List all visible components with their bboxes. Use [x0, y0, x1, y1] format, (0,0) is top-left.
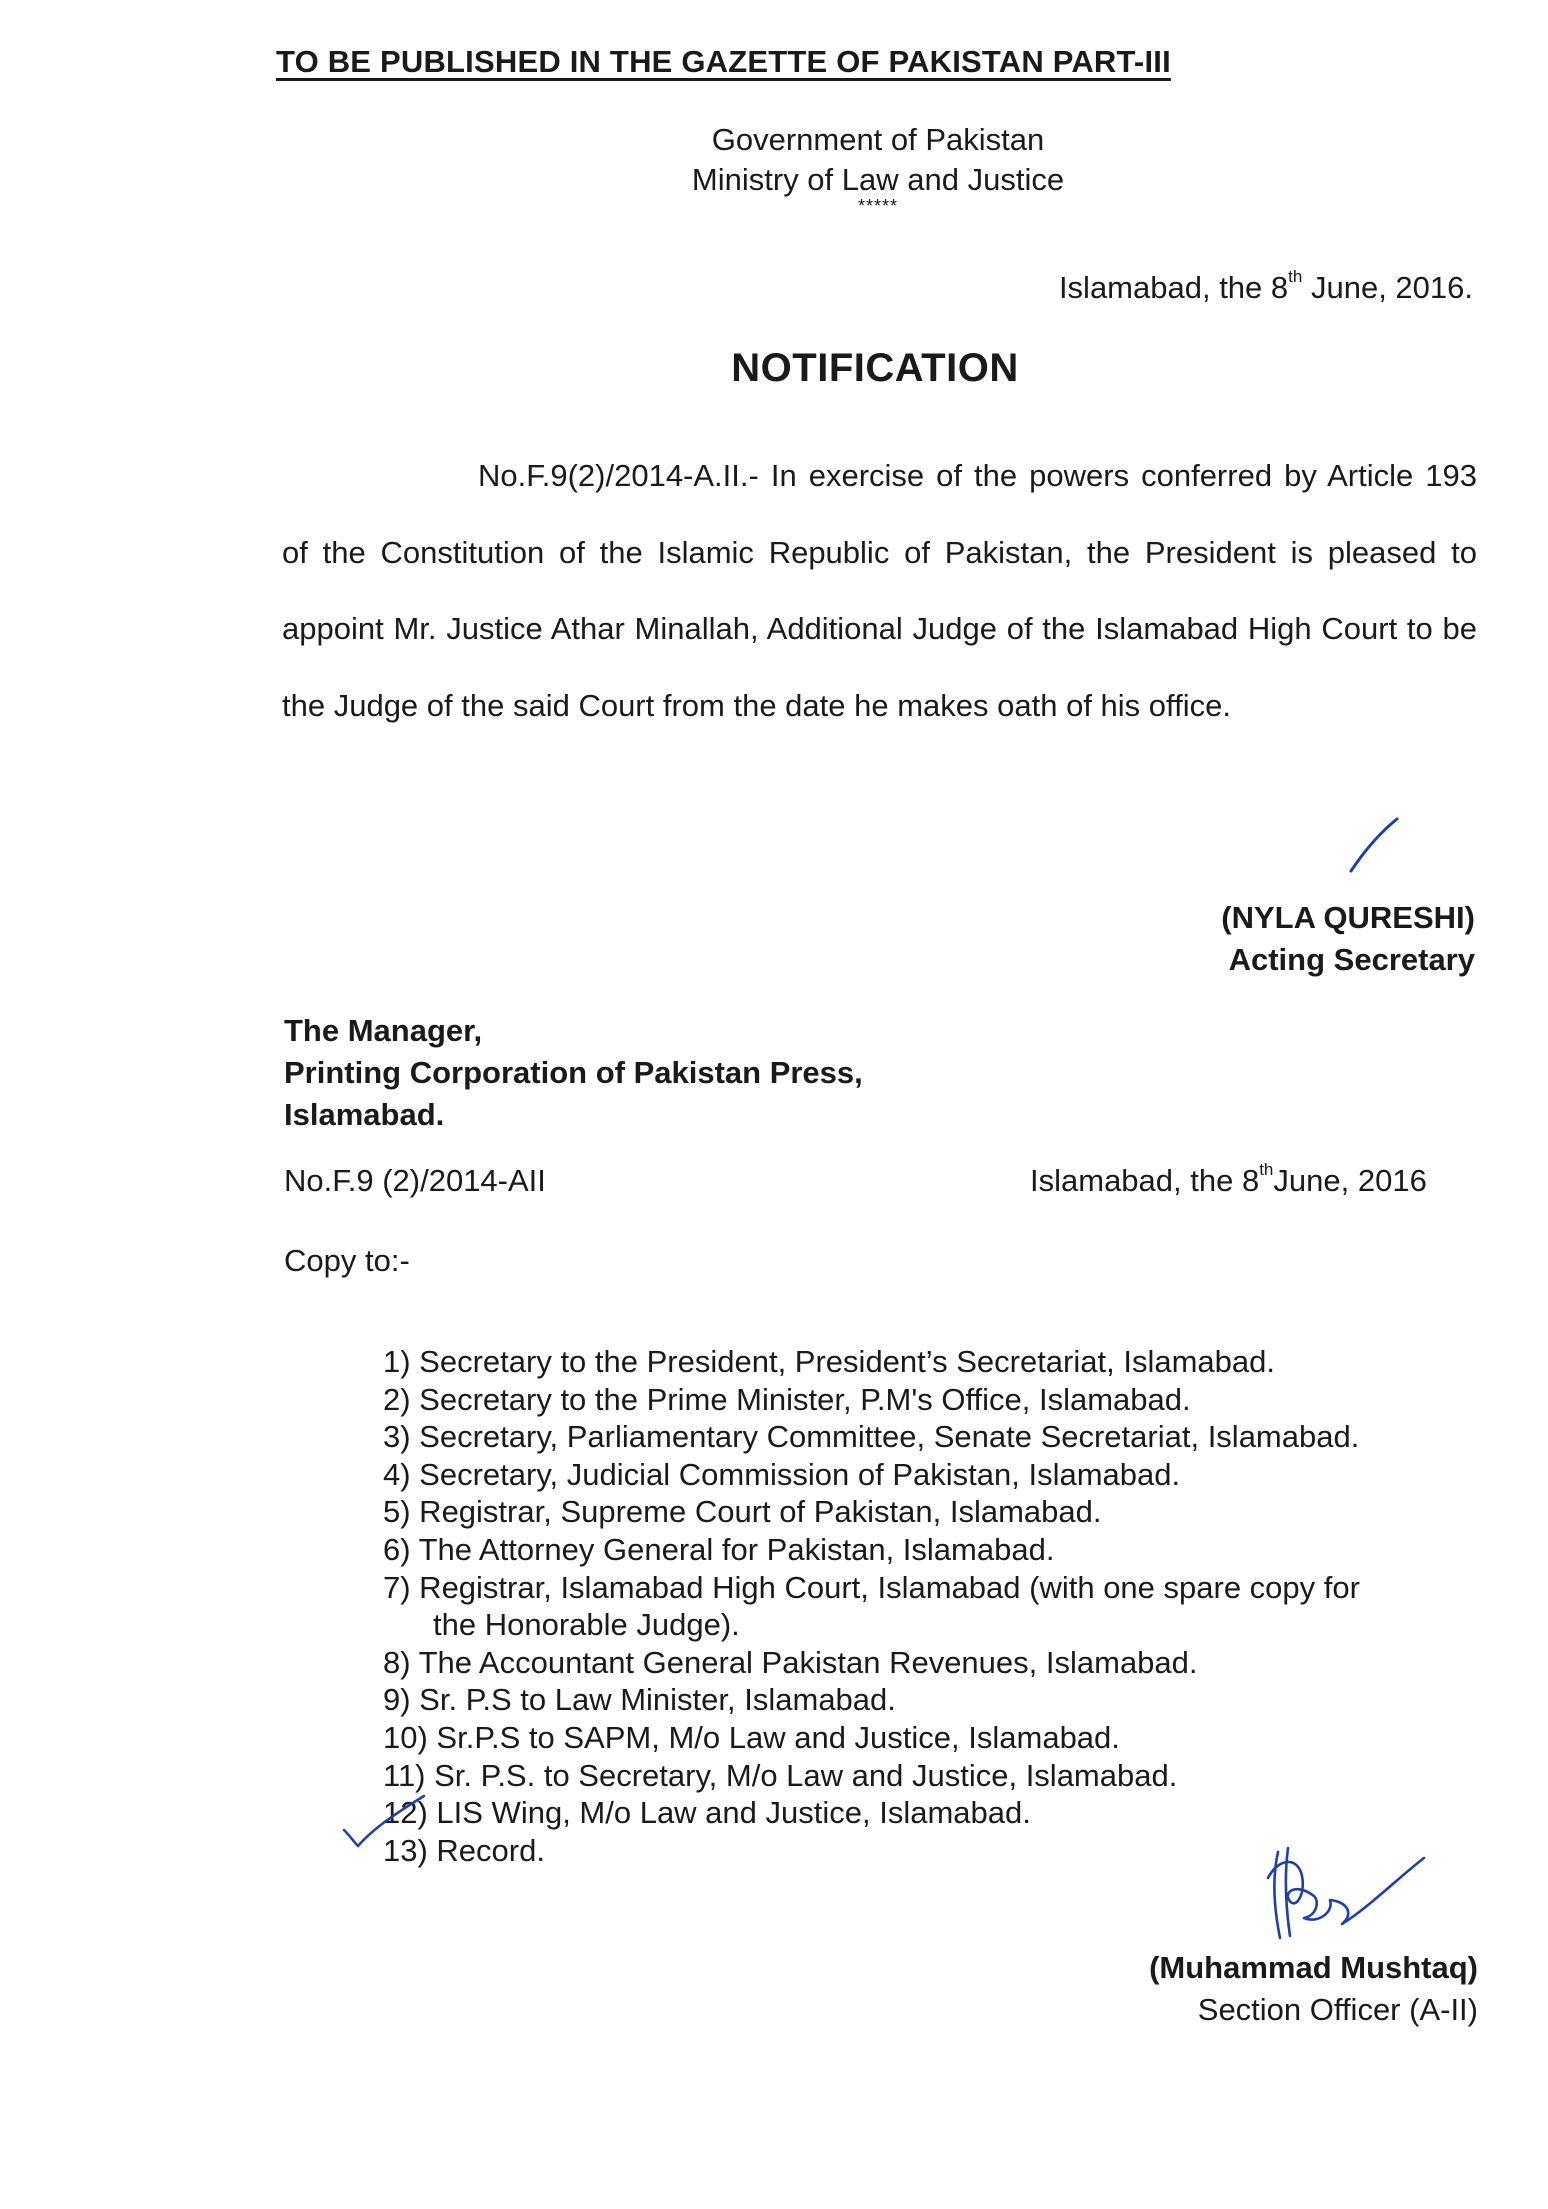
ref-date-ordinal: th — [1259, 1159, 1274, 1179]
ministry-name: Ministry of Law and Justice — [691, 162, 1065, 197]
list-item: 3) Secretary, Parliamentary Committee, Senate Secretariat, Islamabad. — [383, 1419, 1360, 1455]
list-item: 11) Sr. P.S. to Secretary, M/o Law and Justice, Islamabad. — [383, 1757, 1178, 1793]
ref-date-prefix: Islamabad, the 8 — [1030, 1163, 1260, 1198]
list-item: 12) LIS Wing, M/o Law and Justice, Islamabad. — [383, 1795, 1031, 1831]
list-item: 6) The Attorney General for Pakistan, Islamabad. — [383, 1531, 1055, 1567]
addressee-line-3: Islamabad. — [284, 1097, 445, 1132]
signatory-block-2 — [1149, 1947, 1478, 2031]
initial-mark-1 — [1343, 815, 1403, 880]
signatory-1-name: (NYLA QURESHI) — [1221, 900, 1475, 935]
tick-mark — [340, 1788, 430, 1863]
signatory-1-designation: Acting Secretary — [1228, 942, 1475, 977]
addressee-line-2: Printing Corporation of Pakistan Press, — [284, 1055, 863, 1090]
separator: ***** — [857, 196, 899, 216]
issuing-authority — [640, 120, 1116, 200]
list-item: 4) Secretary, Judicial Commission of Pakistan, Islamabad. — [383, 1456, 1181, 1492]
list-item: 10) Sr.P.S to SAPM, M/o Law and Justice, Islamabad. — [383, 1719, 1120, 1755]
list-item: 1) Secretary to the President, President’s Secretariat, Islamabad. — [383, 1344, 1275, 1379]
reference-date — [1030, 1159, 1427, 1199]
date-ordinal: th — [1288, 266, 1303, 286]
addressee-line-1: The Manager, — [284, 1013, 483, 1048]
list-item: 13) Record. — [383, 1832, 545, 1868]
document-title: NOTIFICATION — [731, 346, 1019, 390]
addressee-block — [284, 1010, 863, 1136]
date-prefix: Islamabad, the 8 — [1058, 270, 1289, 305]
signatory-2-designation: Section Officer (A-II) — [1197, 1992, 1478, 2027]
signatory-block-1 — [1221, 897, 1475, 981]
list-item: 7) Registrar, Islamabad High Court, Islamabad (with one spare copy for — [383, 1569, 1360, 1605]
notification-date — [1058, 266, 1473, 306]
list-item: 8) The Accountant General Pakistan Revenues, Islamabad. — [383, 1644, 1198, 1680]
ref-date-suffix: June, 2016 — [1273, 1163, 1427, 1198]
list-item: 2) Secretary to the Prime Minister, P.M's Office, Islamabad. — [383, 1381, 1191, 1417]
list-item: 5) Registrar, Supreme Court of Pakistan, Islamabad. — [383, 1494, 1102, 1530]
list-item-continuation: the Honorable Judge). — [433, 1607, 740, 1643]
copy-list — [383, 1343, 1478, 1869]
notification-body: No.F.9(2)/2014-A.II.- In exercise of the powers conferred by Article 193 of the Constitution of the Islamic Republic of Pakistan, the President is pleased to appoint Mr. Justice Athar Minallah, Additional Judge of the Islamabad High Court to be the Judge of the said Court from the date he makes oath of his office. — [282, 458, 1477, 723]
reference-number: No.F.9 (2)/2014-AII — [284, 1163, 546, 1198]
gazette-header: TO BE PUBLISHED IN THE GAZETTE OF PAKISTAN PART-III — [276, 44, 1171, 79]
government-name: Government of Pakistan — [711, 122, 1045, 157]
date-suffix: June, 2016. — [1302, 270, 1473, 305]
signature-2 — [1258, 1838, 1428, 1953]
copy-to-label: Copy to:- — [284, 1243, 410, 1278]
list-item: 9) Sr. P.S to Law Minister, Islamabad. — [383, 1682, 896, 1718]
signatory-2-name: (Muhammad Mushtaq) — [1149, 1950, 1478, 1985]
